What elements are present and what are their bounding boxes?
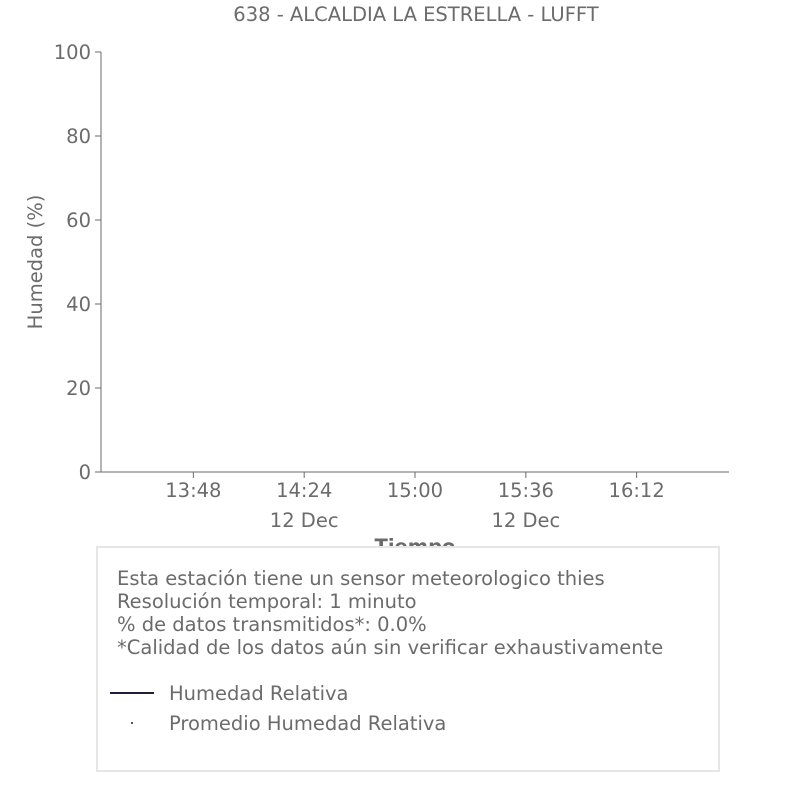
legend-box (96, 546, 720, 772)
x-tick-label: 13:48 (165, 479, 222, 502)
y-ticks (54, 41, 101, 484)
legend-line-swatch (110, 692, 154, 694)
x-tick-sublabel: 12 Dec (269, 509, 339, 532)
x-tick-label: 15:00 (386, 479, 444, 502)
legend-dot-swatch (110, 711, 154, 735)
y-tick-label: 20 (66, 377, 91, 400)
info-line-sensor: Esta estación tiene un sensor meteorologico thies (117, 567, 605, 590)
legend-label: Promedio Humedad Relativa (169, 711, 447, 735)
x-ticks (165, 472, 664, 532)
info-line-quality: *Calidad de los datos aún sin verificar exhaustivamente (117, 636, 664, 659)
info-line-transmitted: % de datos transmitidos*: 0.0% (117, 613, 427, 636)
chart-title: 638 - ALCALDIA LA ESTRELLA - LUFFT (233, 3, 599, 26)
y-tick-label: 100 (53, 41, 91, 64)
legend-entry-humedad-relativa[interactable] (110, 681, 349, 705)
x-tick-sublabel: 12 Dec (491, 509, 561, 532)
y-tick-label: 80 (66, 125, 91, 148)
x-tick-label: 16:12 (608, 479, 665, 502)
x-tick-label: 14:24 (276, 479, 333, 502)
info-line-resolution: Resolución temporal: 1 minuto (117, 590, 417, 613)
legend-entry-promedio[interactable] (110, 711, 446, 735)
y-axis-label: Humedad (%) (24, 194, 47, 330)
legend-label: Humedad Relativa (169, 681, 349, 705)
x-tick-label: 15:36 (497, 479, 554, 502)
station-info (117, 567, 663, 659)
y-tick-label: 60 (66, 209, 91, 232)
y-tick-label: 0 (78, 461, 91, 484)
y-tick-label: 40 (66, 293, 91, 316)
